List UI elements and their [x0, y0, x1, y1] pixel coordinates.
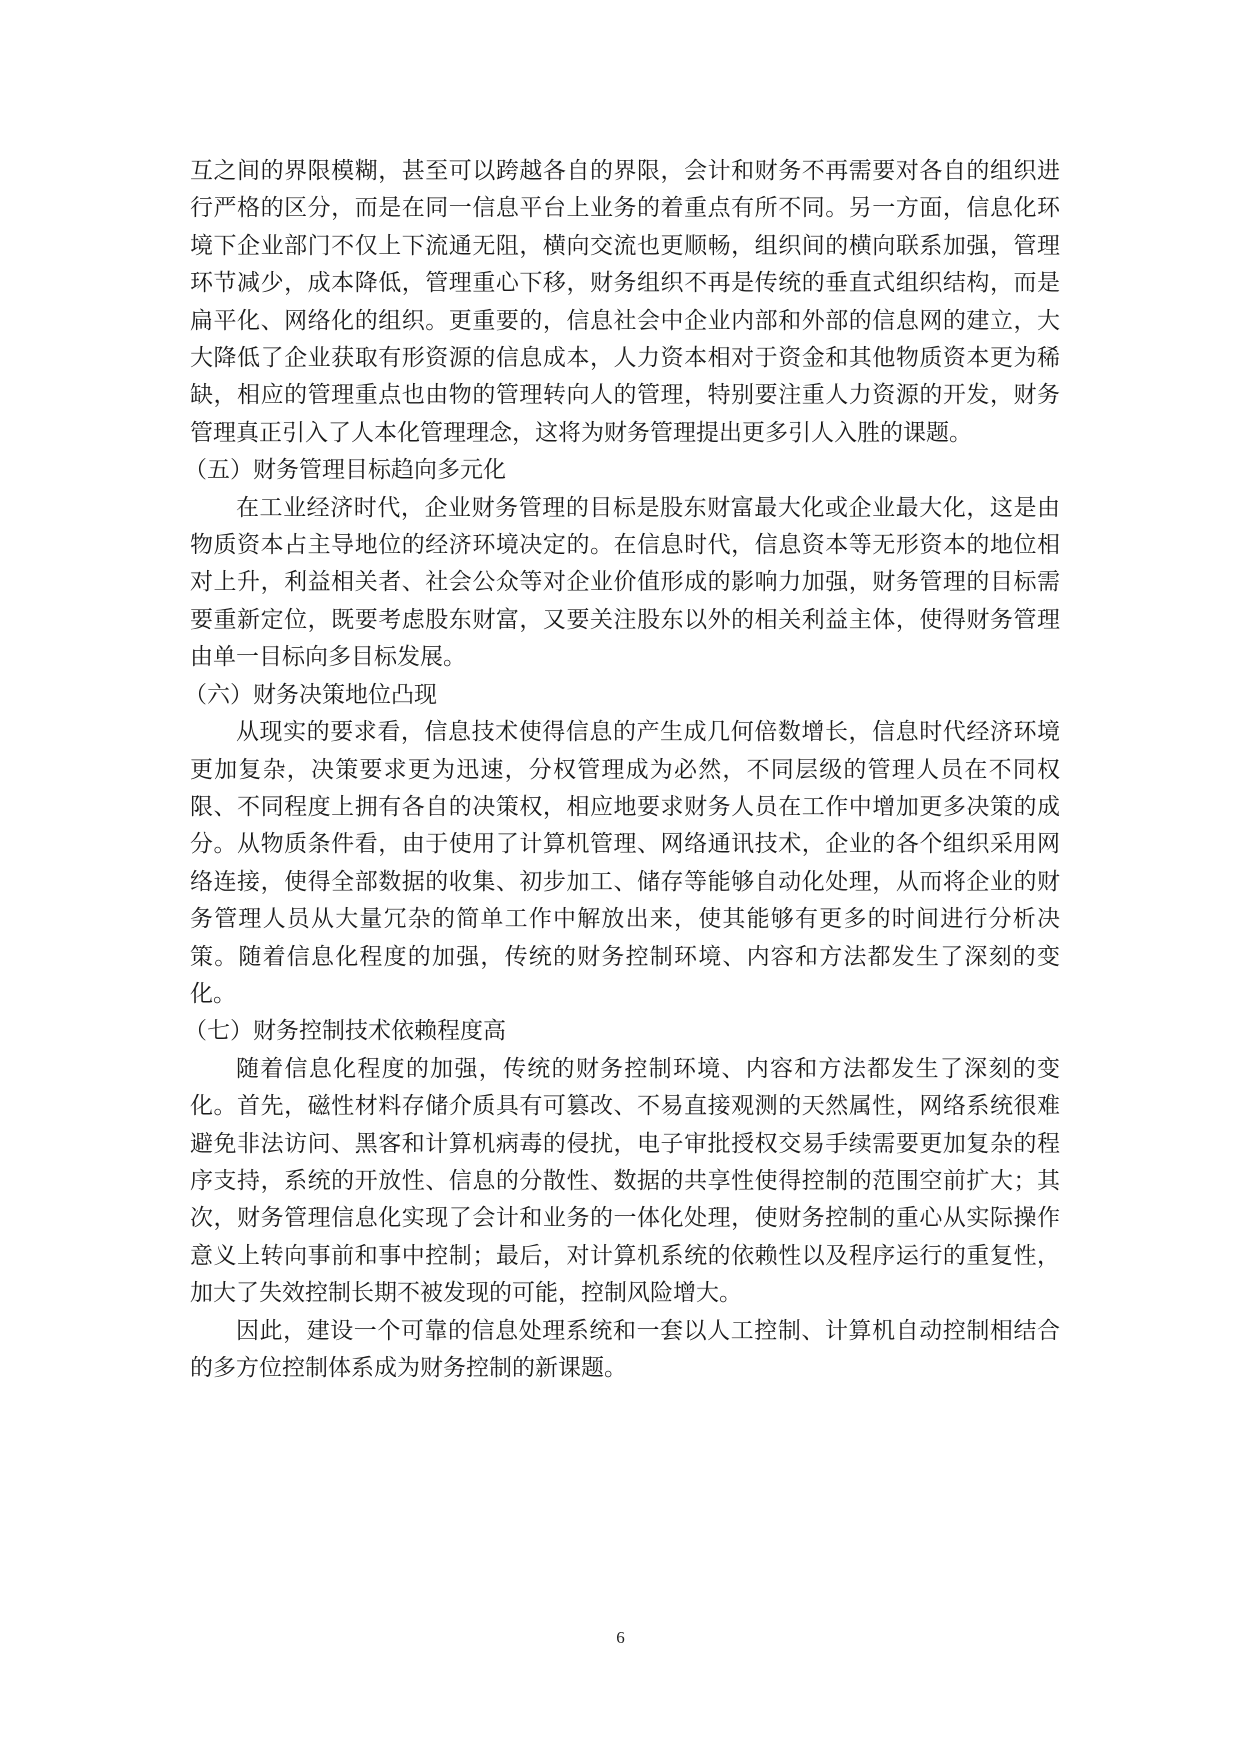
section-heading-6: （六）财务决策地位凸现	[184, 681, 437, 708]
section-heading-7: （七）财务控制技术依赖程度高	[184, 1018, 506, 1045]
paragraph-conclusion: 因此，建设一个可靠的信息处理系统和一套以人工控制、计算机自动控制相结合的多方位控制体系成为财务控制的新课题。	[190, 1317, 1060, 1381]
section-heading-5: （五）财务管理目标趋向多元化	[184, 457, 506, 484]
paragraph-continued: 互之间的界限模糊，甚至可以跨越各自的界限，会计和财务不再需要对各自的组织进行严格的区分，而是在同一信息平台上业务的着重点有所不同。另一方面，信息化环境下企业部门不仅上下流通无阻，横向交流也更顺畅，组织间的横向联系加强，管理环节减少，成本降低，管理重心下移，财务组织不再是传统的垂直式组织结构，而是扁平化、网络化的组织。更重要的，信息社会中企业内部和外部的信息网的建立，大大降低了企业获取有形资源的信息成本，人力资本相对于资金和其他物质资本更为稀缺，相应的管理重点也由物的管理转向人的管理，特别要注重人力资源的开发，财务管理真正引入了人本化管理理念，这将为财务管理提出更多引人入胜的课题。	[190, 158, 1060, 446]
paragraph-section-6: 从现实的要求看，信息技术使得信息的产生成几何倍数增长，信息时代经济环境更加复杂，决策要求更为迅速，分权管理成为必然，不同层级的管理人员在不同权限、不同程度上拥有各自的决策权，相应地要求财务人员在工作中增加更多决策的成分。从物质条件看，由于使用了计算机管理、网络通讯技术，企业的各个组织采用网络连接，使得全部数据的收集、初步加工、储存等能够自动化处理，从而将企业的财务管理人员从大量冗杂的简单工作中解放出来，使其能够有更多的时间进行分析决策。随着信息化程度的加强，传统的财务控制环境、内容和方法都发生了深刻的变化。	[190, 719, 1060, 1007]
paragraph-section-5: 在工业经济时代，企业财务管理的目标是股东财富最大化或企业最大化，这是由物质资本占主导地位的经济环境决定的。在信息时代，信息资本等无形资本的地位相对上升，利益相关者、社会公众等对企业价值形成的影响力加强，财务管理的目标需要重新定位，既要考虑股东财富，又要关注股东以外的相关利益主体，使得财务管理由单一目标向多目标发展。	[190, 494, 1060, 671]
page-number: 6	[616, 1628, 625, 1647]
paragraph-section-7: 随着信息化程度的加强，传统的财务控制环境、内容和方法都发生了深刻的变化。首先，磁性材料存储介质具有可篡改、不易直接观测的天然属性，网络系统很难避免非法访问、黑客和计算机病毒的侵扰，电子审批授权交易手续需要更加复杂的程序支持，系统的开放性、信息的分散性、数据的共享性使得控制的范围空前扩大；其次，财务管理信息化实现了会计和业务的一体化处理，使财务控制的重心从实际操作意义上转向事前和事中控制；最后，对计算机系统的依赖性以及程序运行的重复性，加大了失效控制长期不被发现的可能，控制风险增大。	[190, 1055, 1060, 1307]
body-text	[184, 153, 1060, 1387]
